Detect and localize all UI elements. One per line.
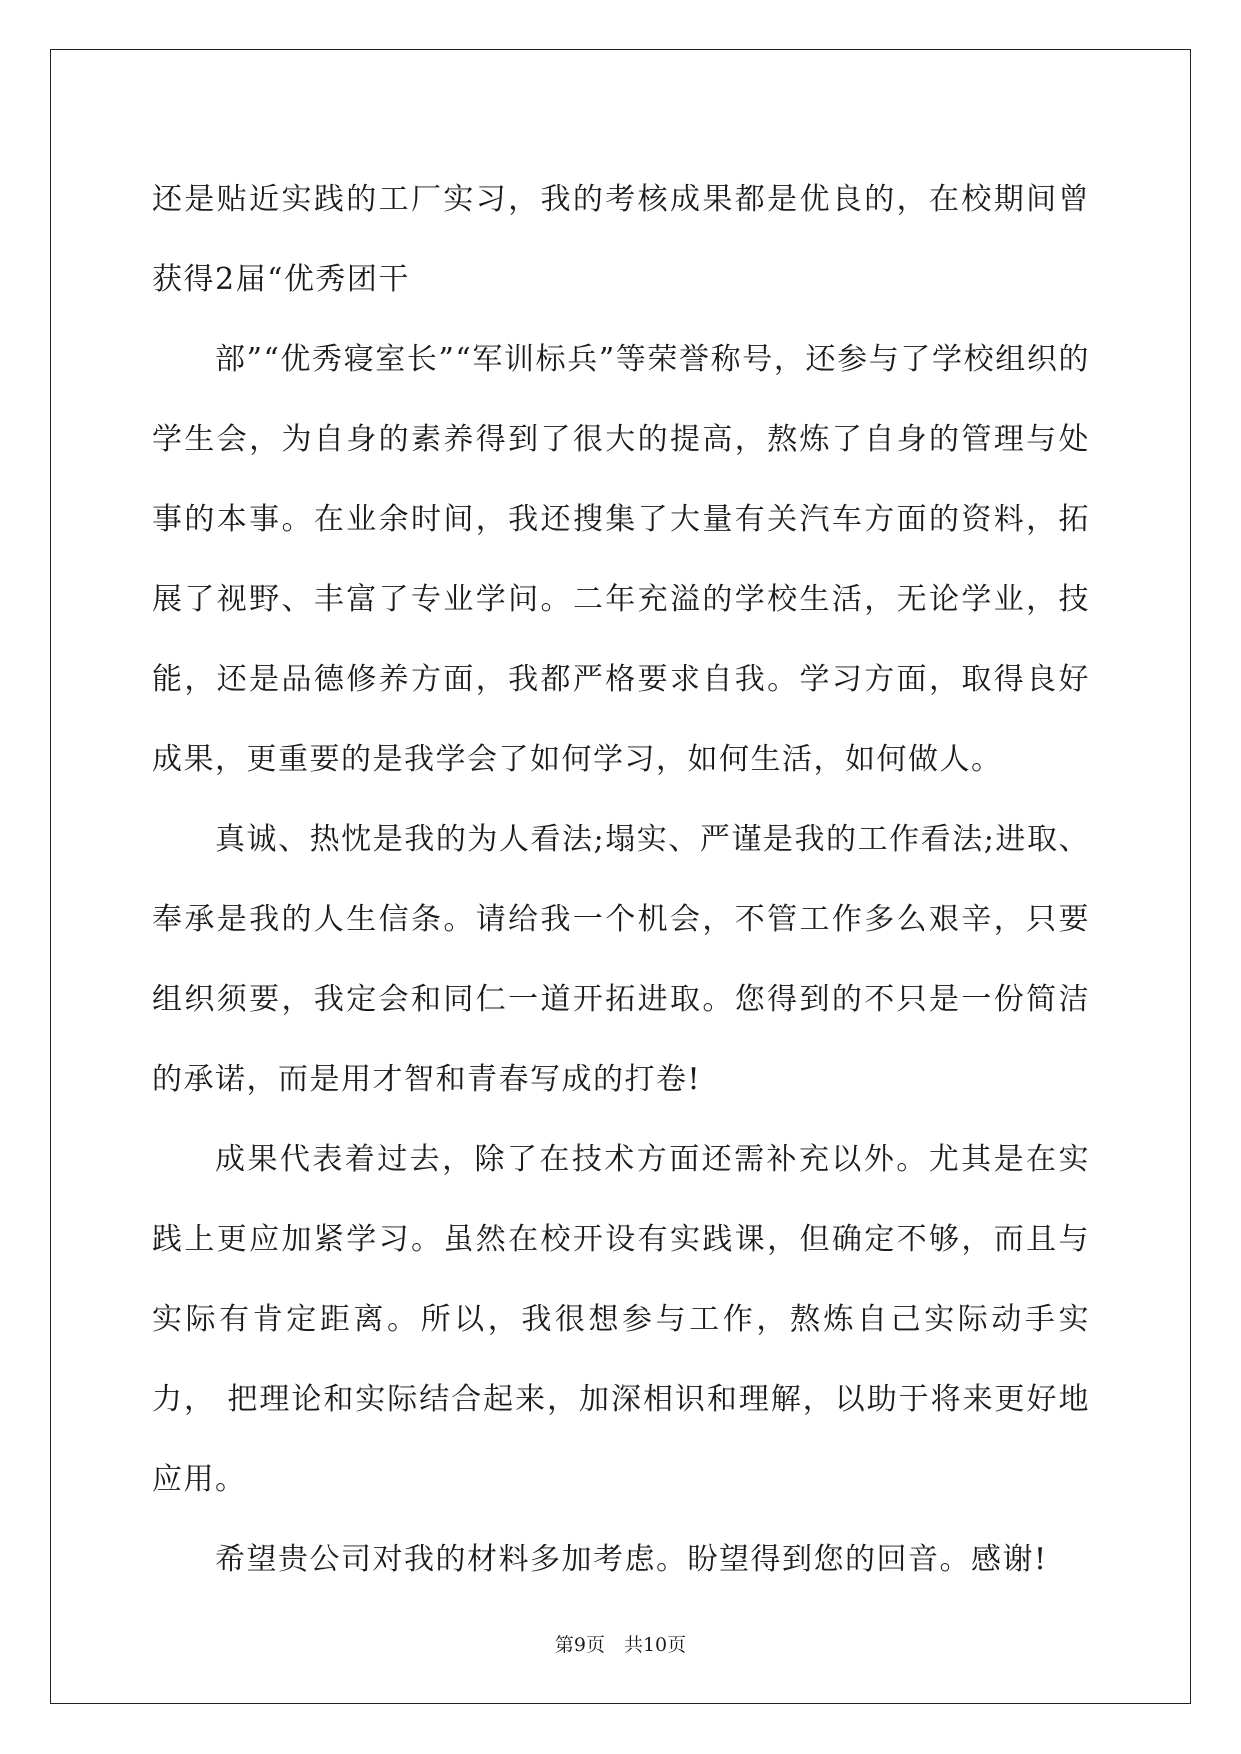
page-number-footer: 第9页 共10页	[554, 1634, 687, 1656]
paragraph-1: 还是贴近实践的工厂实习，我的考核成果都是优良的，在校期间曾获得2届“优秀团干	[152, 182, 1090, 297]
document-body	[152, 160, 1090, 1600]
paragraph-3: 真诚、热忱是我的为人看法;塌实、严谨是我的工作看法;进取、奉承是我的人生信条。请给我一个机会，不管工作多么艰辛，只要组织须要，我定会和同仁一道开拓进取。您得到的不只是一份简洁的承诺，而是用才智和青春写成的打卷!	[152, 822, 1090, 1097]
paragraph-5: 希望贵公司对我的材料多加考虑。盼望得到您的回音。感谢!	[215, 1542, 1048, 1577]
paragraph-4: 成果代表着过去，除了在技术方面还需补充以外。尤其是在实践上更应加紧学习。虽然在校开设有实践课，但确定不够，而且与实际有肯定距离。所以，我很想参与工作，熬炼自己实际动手实力， 把理论和实际结合起来，加深相识和理解，以助于将来更好地应用。	[152, 1142, 1090, 1497]
paragraph-2: 部”“优秀寝室长”“军训标兵”等荣誉称号，还参与了学校组织的学生会，为自身的素养得到了很大的提高，熬炼了自身的管理与处事的本事。在业余时间，我还搜集了大量有关汽车方面的资料，拓展了视野、丰富了专业学问。二年充溢的学校生活，无论学业，技能，还是品德修养方面，我都严格要求自我。学习方面，取得良好成果，更重要的是我学会了如何学习，如何生活，如何做人。	[152, 342, 1090, 777]
